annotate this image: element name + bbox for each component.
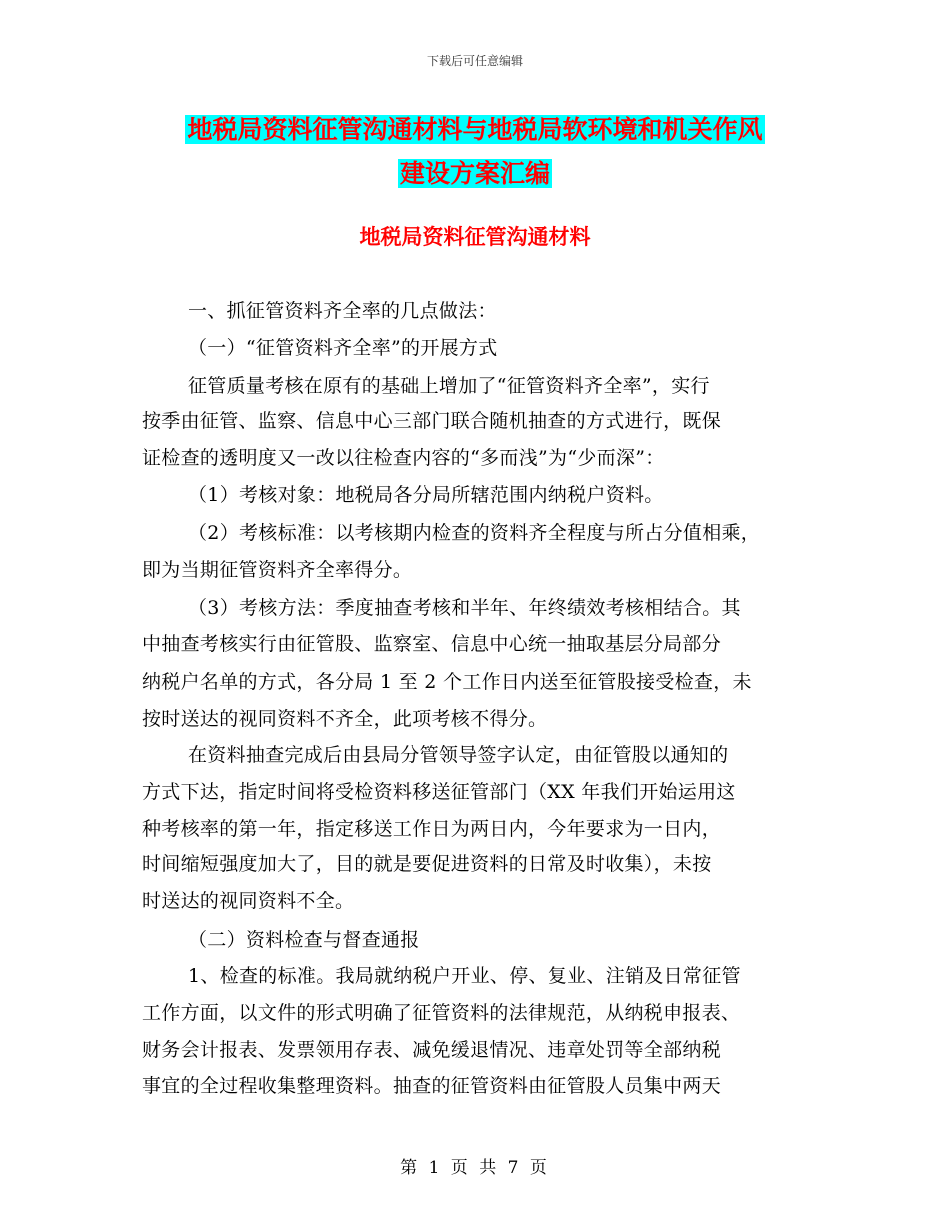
document-title-text-2: 建设方案汇编 <box>399 159 550 188</box>
body-line: （一）“征管资料齐全率”的开展方式 <box>188 337 498 359</box>
body-line: 方式下达，指定时间将受检资料移送征管部门（XX 年我们开始运用这 <box>142 781 736 803</box>
document-title-line-2 <box>0 156 950 192</box>
body-line: 纳税户名单的方式，各分局 1 至 2 个工作日内送至征管股接受检查，未 <box>142 671 752 693</box>
body-line: 按季由征管、监察、信息中心三部门联合随机抽查的方式进行，既保 <box>142 410 722 432</box>
body-line: 财务会计报表、发票领用存表、减免缓退情况、违章处罚等全部纳税 <box>142 1039 722 1061</box>
header-note: 下载后可任意编辑 <box>426 54 523 68</box>
body-line: 种考核率的第一年，指定移送工作日为两日内，今年要求为一日内， <box>142 818 722 840</box>
body-line: 证检查的透明度又一改以往检查内容的“多而浅”为“少而深”： <box>142 447 665 469</box>
body-line: 时送达的视同资料不全。 <box>142 890 355 912</box>
body-line: （1）考核对象：地税局各分局所辖范围内纳税户资料。 <box>188 484 664 506</box>
body-line: 即为当期征管资料齐全率得分。 <box>142 559 413 581</box>
body-line: 在资料抽查完成后由县局分管领导签字认定，由征管股以通知的 <box>188 744 729 766</box>
body-line: 工作方面，以文件的形式明确了征管资料的法律规范，从纳税申报表、 <box>142 1002 741 1024</box>
body-line: 按时送达的视同资料不齐全，此项考核不得分。 <box>142 708 548 730</box>
document-title-text-1: 地税局资料征管沟通材料与地税局软环境和机关作风 <box>187 115 763 144</box>
body-line: （二）资料检查与督查通报 <box>188 929 420 951</box>
body-line: 一、抓征管资料齐全率的几点做法： <box>188 300 497 322</box>
body-line: （2）考核标准：以考核期内检查的资料齐全程度与所占分值相乘， <box>188 522 761 544</box>
document-title-line-1 <box>0 112 950 148</box>
page-footer: 第 1 页 共 7 页 <box>400 1158 550 1178</box>
body-line: 1、检查的标准。我局就纳税户开业、停、复业、注销及日常征管 <box>188 965 741 987</box>
body-line: （3）考核方法：季度抽查考核和半年、年终绩效考核相结合。其 <box>188 597 741 619</box>
body-line: 时间缩短强度加大了，目的就是要促进资料的日常及时收集），未按 <box>142 853 712 875</box>
section-title: 地税局资料征管沟通材料 <box>359 224 591 249</box>
body-line: 征管质量考核在原有的基础上增加了“征管资料齐全率”，实行 <box>188 375 710 397</box>
body-line: 事宜的全过程收集整理资料。抽查的征管资料由征管股人员集中两天 <box>142 1075 722 1097</box>
body-line: 中抽查考核实行由征管股、监察室、信息中心统一抽取基层分局部分 <box>142 633 722 655</box>
